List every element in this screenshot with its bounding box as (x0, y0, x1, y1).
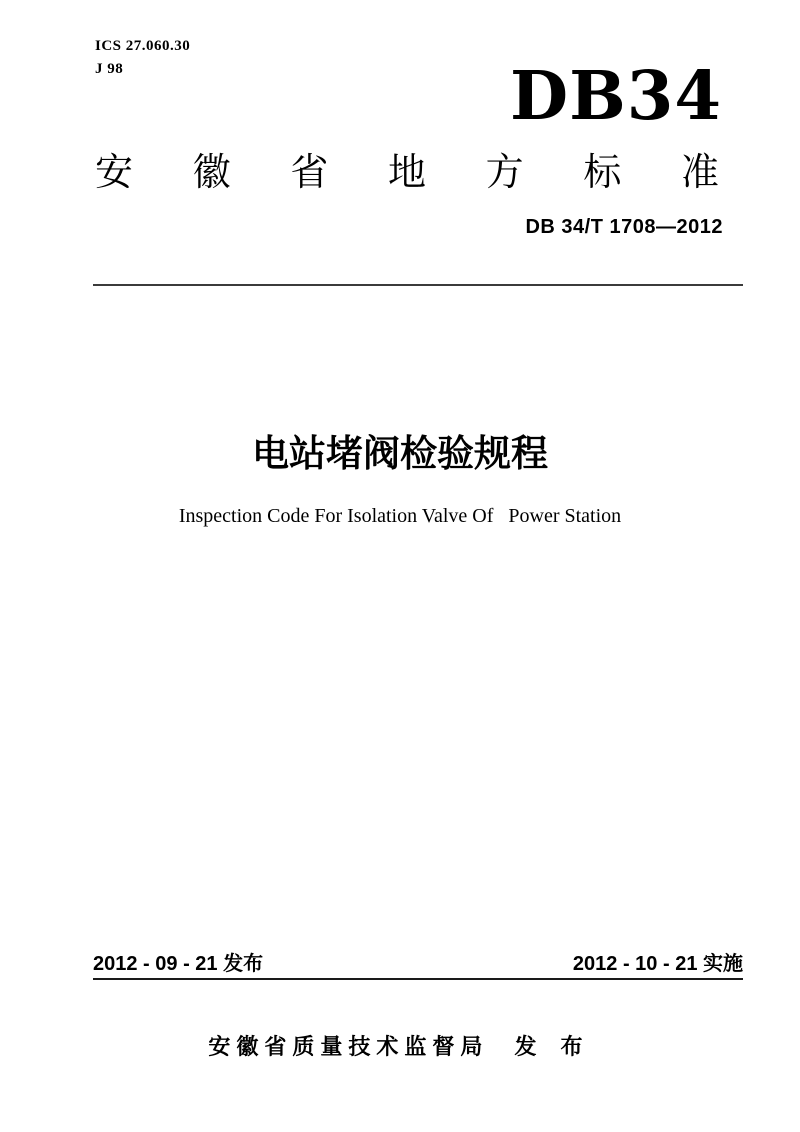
publisher-row (85, 1034, 715, 1060)
publish-label: 发 布 (514, 1034, 592, 1059)
document-title-chinese: 电站堵阀检验规程 (252, 433, 548, 474)
header-divider-line (93, 284, 743, 286)
classification-code: J 98 (95, 61, 124, 77)
publisher-name: 安徽省质量技术监督局 (208, 1034, 489, 1059)
footer-divider-line (93, 978, 743, 980)
implement-date: 2012 - 10 - 21 实施 (572, 953, 743, 975)
standard-number: DB 34/T 1708—2012 (525, 216, 723, 238)
ics-block (95, 35, 190, 81)
db34-logo: DB34 (510, 56, 722, 135)
ics-code: ICS 27.060.30 (95, 38, 191, 54)
issue-date: 2012 - 09 - 21 发布 (93, 953, 264, 975)
document-title-english: Inspection Code For Isolation Valve Of Power Station (178, 505, 622, 527)
dates-row (93, 952, 743, 976)
standard-region-title: 安徽省地方标准 (95, 152, 719, 194)
